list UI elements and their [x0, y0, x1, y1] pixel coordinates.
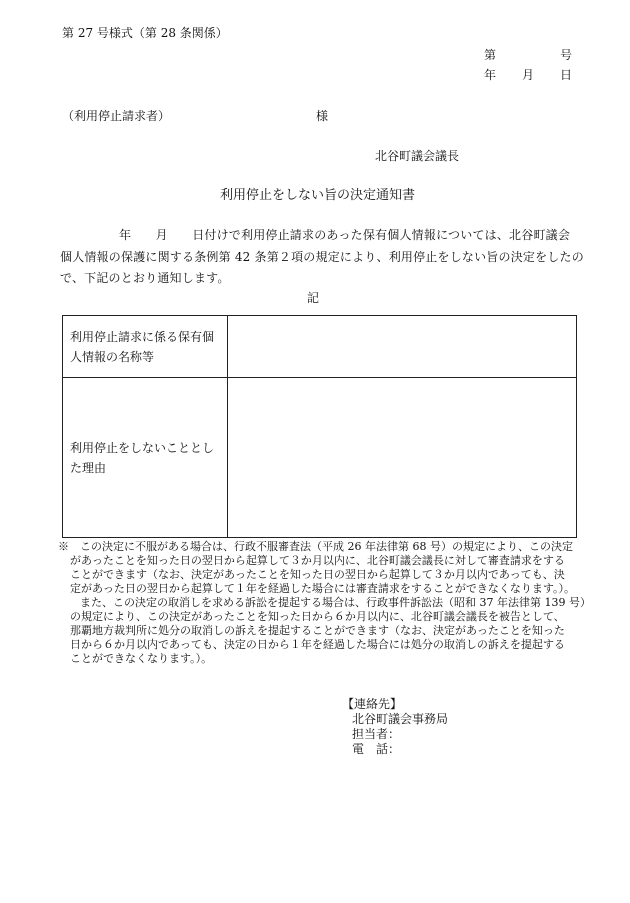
reason-value-cell — [228, 378, 577, 538]
table-row — [63, 378, 577, 538]
date-day: 日 — [560, 68, 573, 82]
ki-heading: 記 — [307, 291, 320, 305]
form-number: 第 27 号様式（第 28 条関係） — [62, 26, 228, 40]
body-line-3: で、下記のとおり通知します。 — [60, 271, 230, 285]
contact-phone: 電 話： — [352, 742, 401, 756]
doc-number-suffix: 号 — [560, 48, 573, 62]
contact-person: 担当者： — [352, 727, 401, 741]
reason-label-line-2: た理由 — [70, 460, 107, 475]
record-name-label-line-2: 人情報の名称等 — [70, 349, 155, 364]
reason-label-cell — [63, 378, 228, 538]
date-month: 月 — [522, 68, 535, 82]
note-line-8: 日から６か月以内であっても、決定の日から１年を経過した場合には処分の取消しの訴えを提起する — [70, 638, 565, 651]
note-line-7: 那覇地方裁判所に処分の取消しの訴えを提起することができます（なお、決定があったことを知った — [70, 624, 565, 637]
body-line-2: 個人情報の保護に関する条例第 42 条第２項の規定により、利用停止をしない旨の決定をしたの — [60, 250, 584, 264]
contact-office: 北谷町議会事務局 — [352, 712, 449, 726]
note-line-4: 定があった日の翌日から起算して１年を経過した場合には審査請求をすることができなくなります。）。 — [70, 582, 576, 595]
doc-number-prefix: 第 — [484, 48, 497, 62]
contact-heading: 【連絡先】 — [342, 697, 403, 711]
table-row — [63, 316, 577, 378]
body-line-1: 年 月 日付けで利用停止請求のあった保有個人情報については、北谷町議会 — [119, 228, 571, 242]
note-line-6: の規定により、この決定があったことを知った日から６か月以内に、北谷町議会議長を被告として、 — [70, 610, 565, 623]
date-year: 年 — [484, 68, 497, 82]
record-name-label-line-1: 利用停止請求に係る保有個 — [70, 329, 215, 344]
note-line-3: ことができます（なお、決定があったことを知った日の翌日から起算して３か月以内であっても、決 — [70, 568, 565, 581]
note-line-5: また、この決定の取消しを求める訴訟を提起する場合は、行政事件訴訟法（昭和 37 年法律第 139 号） — [80, 596, 591, 609]
record-name-value-cell — [228, 316, 577, 378]
notice-table — [62, 315, 577, 538]
note-line-9: ことができなくなります。）。 — [70, 652, 213, 665]
addressee-honorific: 様 — [316, 109, 329, 123]
sender-name: 北谷町議会議長 — [375, 149, 460, 163]
note-line-2: があったことを知った日の翌日から起算して３か月以内に、北谷町議会議長に対して審査請求をする — [70, 554, 565, 567]
reason-label-line-1: 利用停止をしないこととし — [70, 440, 215, 455]
record-name-label-cell — [63, 316, 228, 378]
document-title: 利用停止をしない旨の決定通知書 — [220, 188, 416, 203]
note-line-1: ※ この決定に不服がある場合は、行政不服審査法（平成 26 年法律第 68 号）の規定により、この決定 — [58, 540, 573, 553]
addressee-label: （利用停止請求者） — [62, 109, 171, 123]
